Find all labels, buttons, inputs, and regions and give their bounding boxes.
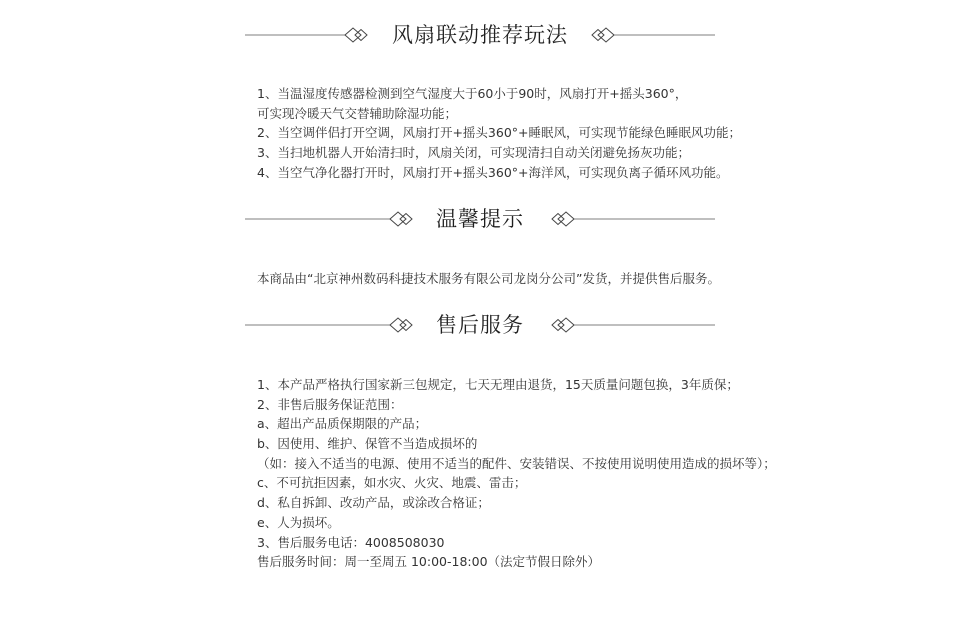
tips-text	[257, 269, 777, 289]
right-divider-ornament	[540, 201, 960, 237]
after-sales-text	[257, 375, 777, 572]
section-title: 风扇联动推荐玩法	[392, 23, 568, 47]
right-divider-ornament	[540, 307, 960, 343]
text-line: c、不可抗拒因素，如水灾、火灾、地震、雷击；	[257, 475, 527, 491]
section-title: 售后服务	[436, 313, 524, 337]
text-line: 售后服务时间：周一至周五 10:00-18:00（法定节假日除外）	[257, 554, 601, 570]
recommend-text	[257, 84, 777, 182]
right-divider-ornament	[580, 17, 960, 53]
text-line: e、人为损坏。	[257, 514, 340, 530]
text-line: 3、当扫地机器人开始清扫时，风扇关闭，可实现清扫自动关闭避免扬灰功能；	[257, 145, 690, 161]
text-line: 4、当空气净化器打开时，风扇打开+摇头360°+海洋风，可实现负离子循环风功能。	[257, 164, 729, 180]
section-header-tips	[0, 201, 960, 237]
text-line: d、私自拆卸、改动产品，或涂改合格证；	[257, 495, 490, 511]
text-line: a、超出产品质保期限的产品；	[257, 416, 428, 432]
text-line: 本商品由“北京神州数码科捷技术服务有限公司龙岗分公司”发货，并提供售后服务。	[257, 271, 720, 286]
section-title: 温馨提示	[436, 207, 524, 231]
text-line: 1、本产品严格执行国家新三包规定，七天无理由退货，15天质量问题包换，3年质保；	[257, 377, 739, 392]
text-line: （如：接入不适当的电源、使用不适当的配件、安装错误、不按使用说明使用造成的损坏等）；	[257, 455, 776, 471]
text-line: 3、售后服务电话：4008508030	[257, 534, 445, 550]
text-line: b、因使用、维护、保管不当造成损坏的	[257, 436, 478, 452]
section-header-recommend	[0, 17, 960, 53]
section-header-after-sales	[0, 307, 960, 343]
text-line: 2、当空调伴侣打开空调，风扇打开+摇头360°+睡眠风，可实现节能绿色睡眠风功能；	[257, 125, 742, 141]
text-line: 2、非售后服务保证范围：	[257, 396, 403, 412]
text-line: 1、当温湿度传感器检测到空气湿度大于60小于90时，风扇打开+摇头360°，	[257, 86, 688, 101]
text-line: 可实现冷暖天气交替辅助除湿功能；	[257, 105, 458, 121]
